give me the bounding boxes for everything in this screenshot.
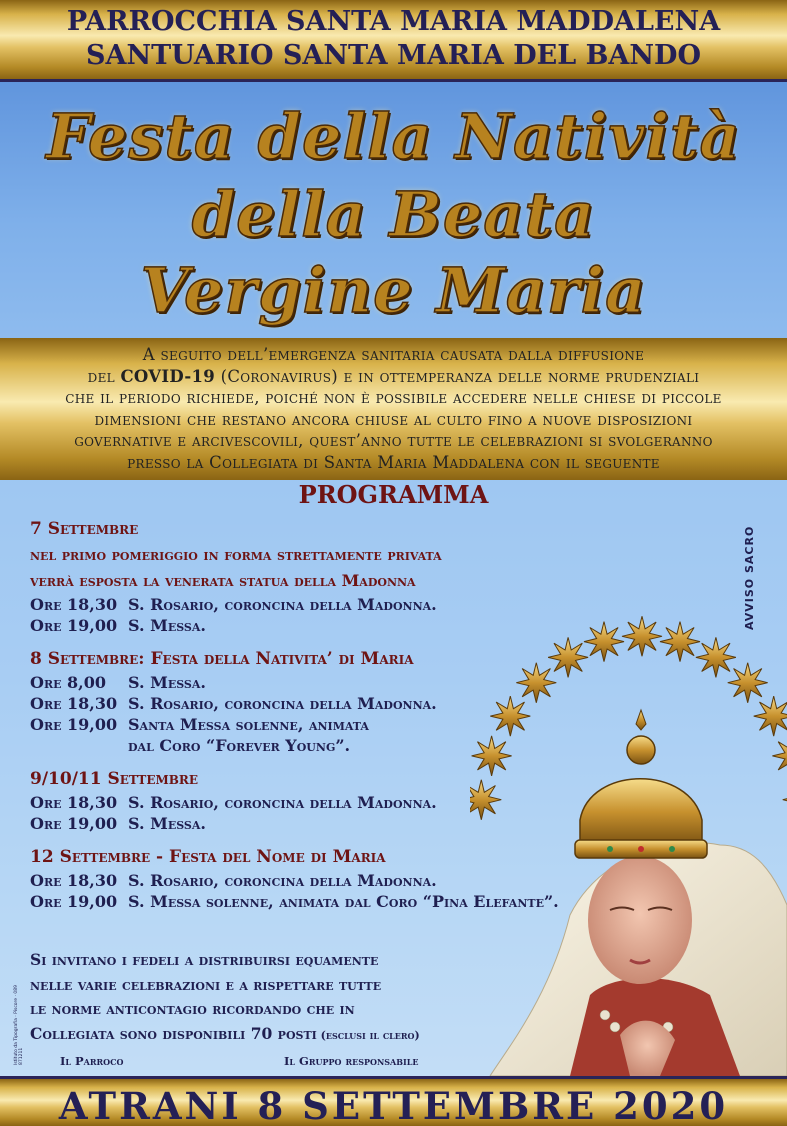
notice-line: governative e arcivescovili, quest’anno tutte le celebrazioni si svolgeranno: [74, 431, 713, 450]
notice-line: dimensioni che restano ancora chiuse al culto fino a nuove disposizioni: [94, 409, 693, 429]
signature-gruppo: Il Gruppo responsabile: [284, 1054, 419, 1068]
halo-star-icon: [783, 780, 787, 820]
signature-parroco: Il Parroco: [60, 1054, 124, 1068]
closing-invitation: [30, 948, 510, 1048]
parish-name: PARROCCHIA SANTA MARIA MADDALENA: [66, 6, 721, 37]
schedule-row: Ore 8,00 S. Messa.: [30, 673, 206, 692]
halo-star-icon: [696, 637, 736, 677]
closing-line: Collegiata sono disponibili 70 posti (esclusi il clero): [30, 1023, 420, 1043]
halo-star-icon: [472, 736, 512, 776]
schedule-row: Ore 19,00 S. Messa.: [30, 616, 206, 635]
schedule-row: Ore 18,30 S. Rosario, coroncina della Madonna.: [30, 694, 437, 713]
closing-line: nelle varie celebrazioni e a rispettare tutte: [30, 974, 382, 994]
closing-line: Si invitano i fedeli a distribuirsi equamente: [30, 950, 379, 969]
title-line-2: della Beata: [191, 178, 596, 251]
header-band: [0, 0, 787, 82]
avviso-sacro-label: AVVISO SACRO: [743, 525, 756, 630]
schedule-row: Ore 19,00 S. Messa.: [30, 814, 206, 833]
halo-star-icon: [772, 736, 787, 776]
festival-title: [0, 92, 787, 337]
halo-star-icon: [660, 622, 700, 662]
programma-heading: PROGRAMMA: [298, 480, 489, 509]
halo-star-icon: [584, 622, 624, 662]
day-title: 7 Settembre: [30, 519, 139, 539]
day-title: 12 Settembre - Festa del Nome di Maria: [30, 847, 386, 867]
madonna-statue-image: [470, 615, 787, 1076]
day-intro: verrà esposta la venerata statua della Madonna: [30, 571, 416, 590]
schedule-row: Ore 18,30 S. Rosario, coroncina della Madonna.: [30, 793, 437, 812]
covid-notice-band: [0, 338, 787, 480]
halo-star-icon: [622, 616, 662, 656]
halo-star-icon: [754, 696, 787, 736]
halo-star-icon: [548, 637, 588, 677]
day-title: 9/10/11 Settembre: [30, 769, 199, 789]
halo-star-icon: [490, 696, 530, 736]
day-title: 8 Settembre: Festa della Nativita’ di Maria: [30, 649, 414, 669]
day-intro: nel primo pomeriggio in forma strettamente privata: [30, 545, 442, 564]
schedule-row: Ore 19,00 Santa Messa solenne, animata: [30, 715, 369, 734]
halo-star-icon: [728, 663, 768, 703]
title-line-3: Vergine Maria: [140, 254, 647, 327]
footer-band: [0, 1076, 787, 1126]
schedule-row: dal Coro “Forever Young”.: [128, 736, 351, 755]
footer-location-date: ATRANI 8 SETTEMBRE 2020: [58, 1084, 729, 1126]
schedule-row: Ore 19,00 S. Messa solenne, animata dal Coro “Pina Elefante”.: [30, 892, 559, 911]
printer-note: Istituto da Tipografia · Piscore · 089 871211: [14, 985, 24, 1065]
notice-line: A seguito dell’emergenza sanitaria causata dalla diffusione: [142, 345, 645, 364]
notice-line: presso la Collegiata di Santa Maria Maddalena con il seguente: [127, 452, 660, 472]
title-line-1: Festa della Natività: [46, 100, 741, 173]
schedule-row: Ore 18,30 S. Rosario, coroncina della Madonna.: [30, 871, 437, 890]
halo-star-icon: [516, 663, 556, 703]
schedule-row: Ore 18,30 S. Rosario, coroncina della Madonna.: [30, 595, 437, 614]
notice-line: che il periodo richiede, poiché non è possibile accedere nelle chiese di piccole: [65, 388, 722, 407]
notice-line: del COVID-19 (Coronavirus) e in ottemperanza delle norme prudenziali: [87, 366, 700, 386]
halo-star-icon: [470, 780, 501, 820]
covid-label: COVID-19: [120, 366, 216, 386]
closing-line: le norme anticontagio ricordando che in: [30, 999, 355, 1018]
covid-notice-text: [40, 344, 747, 473]
sanctuary-name: SANTUARIO SANTA MARIA DEL BANDO: [86, 40, 701, 71]
